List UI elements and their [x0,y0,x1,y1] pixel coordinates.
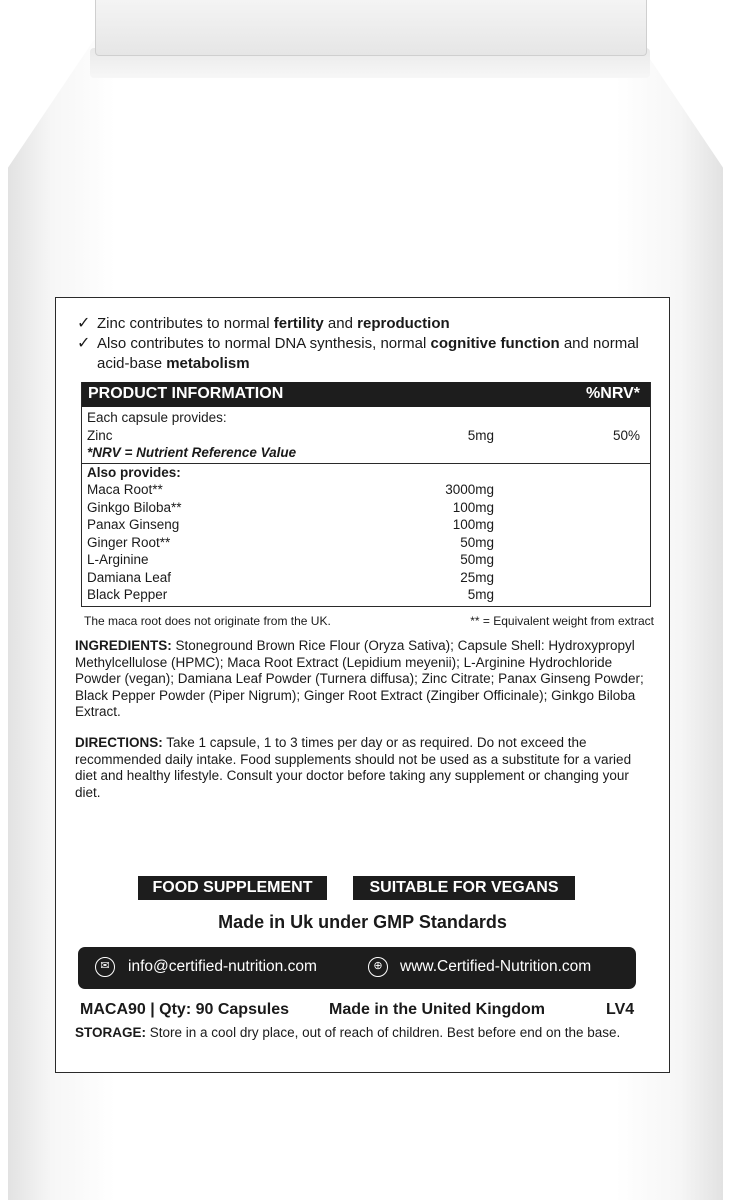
bottle-cap [95,0,647,56]
contact-bar [78,947,636,989]
table-row: L-Arginine 50mg [87,552,494,567]
table-row: Panax Ginseng 100mg [87,517,494,532]
table-row: Ginger Root** 50mg [87,534,494,550]
directions-text: DIRECTIONS: Take 1 capsule, 1 to 3 times per day or as required. Do not exceed the recommended daily intake. Food supplements should not be used as a substitute for a varied diet and healthy lifestyle. Consult your doctor before taking any supplement or changing your diet. [75,735,632,800]
storage-text: STORAGE: Store in a cool dry place, out of reach of children. Best before end on the base. [75,1025,621,1040]
table-row: Damiana Leaf 25mg [87,569,494,585]
origin-note: The maca root does not originate from the UK. [84,614,331,628]
benefit-item: ✓ Zinc contributes to normal fertility and reproduction [77,315,450,332]
nrv-column-header: %NRV* [586,385,640,402]
email-icon: ✉ [95,957,115,977]
nrv-note: *NRV = Nutrient Reference Value [87,445,297,460]
lot-code: LV4 [606,1001,635,1018]
table-subheading: Also provides: [87,464,181,480]
website-text: www.Certified-Nutrition.com [400,958,592,975]
ingredients-text: INGREDIENTS: Stoneground Brown Rice Flour (Oryza Sativa); Capsule Shell: Hydroxypropyl Methylcellulose (HPMC); Maca Root Extract (Lepidium meyenii); L-Arginine Hydrochloride Powder (vegan); Damiana Leaf Powder (Turnera diffusa); Zinc Citrate; Panax Ginseng Powder; Black Pepper Powder (Piper Nigrum); Ginger Root Extract (Zingiber Officinale); Ginkgo Biloba Extract. [75,638,644,719]
gmp-statement: Made in Uk under GMP Standards [218,912,507,932]
table-row-zinc: Zinc 5mg 50% [87,427,640,443]
origin-text: Made in the United Kingdom [329,1001,545,1018]
product-label [55,297,670,1073]
check-icon: ✓ [77,315,91,332]
table-footnotes [84,614,654,628]
table-row: Ginkgo Biloba** 100mg [87,499,494,515]
check-icon: ✓ [77,335,91,352]
table-header [82,382,650,407]
email-text: info@certified-nutrition.com [128,958,317,975]
vegan-badge: SUITABLE FOR VEGANS [353,876,575,900]
nutrition-table [81,382,651,607]
table-subheading: Each capsule provides: [87,410,227,425]
globe-icon: ⊕ [368,957,388,977]
table-title: PRODUCT INFORMATION [88,385,284,402]
extract-note: ** = Equivalent weight from extract [470,614,654,628]
table-row: Black Pepper 5mg [87,587,494,602]
benefit-item: ✓ Also contributes to normal DNA synthesis, normal cognitive function and normal acid-base metabolism [77,335,639,372]
table-row: Maca Root** 3000mg [87,482,494,497]
food-supplement-badge: FOOD SUPPLEMENT [138,876,327,900]
sku-qty: MACA90 | Qty: 90 Capsules [80,1001,289,1018]
benefit-list [75,314,655,374]
